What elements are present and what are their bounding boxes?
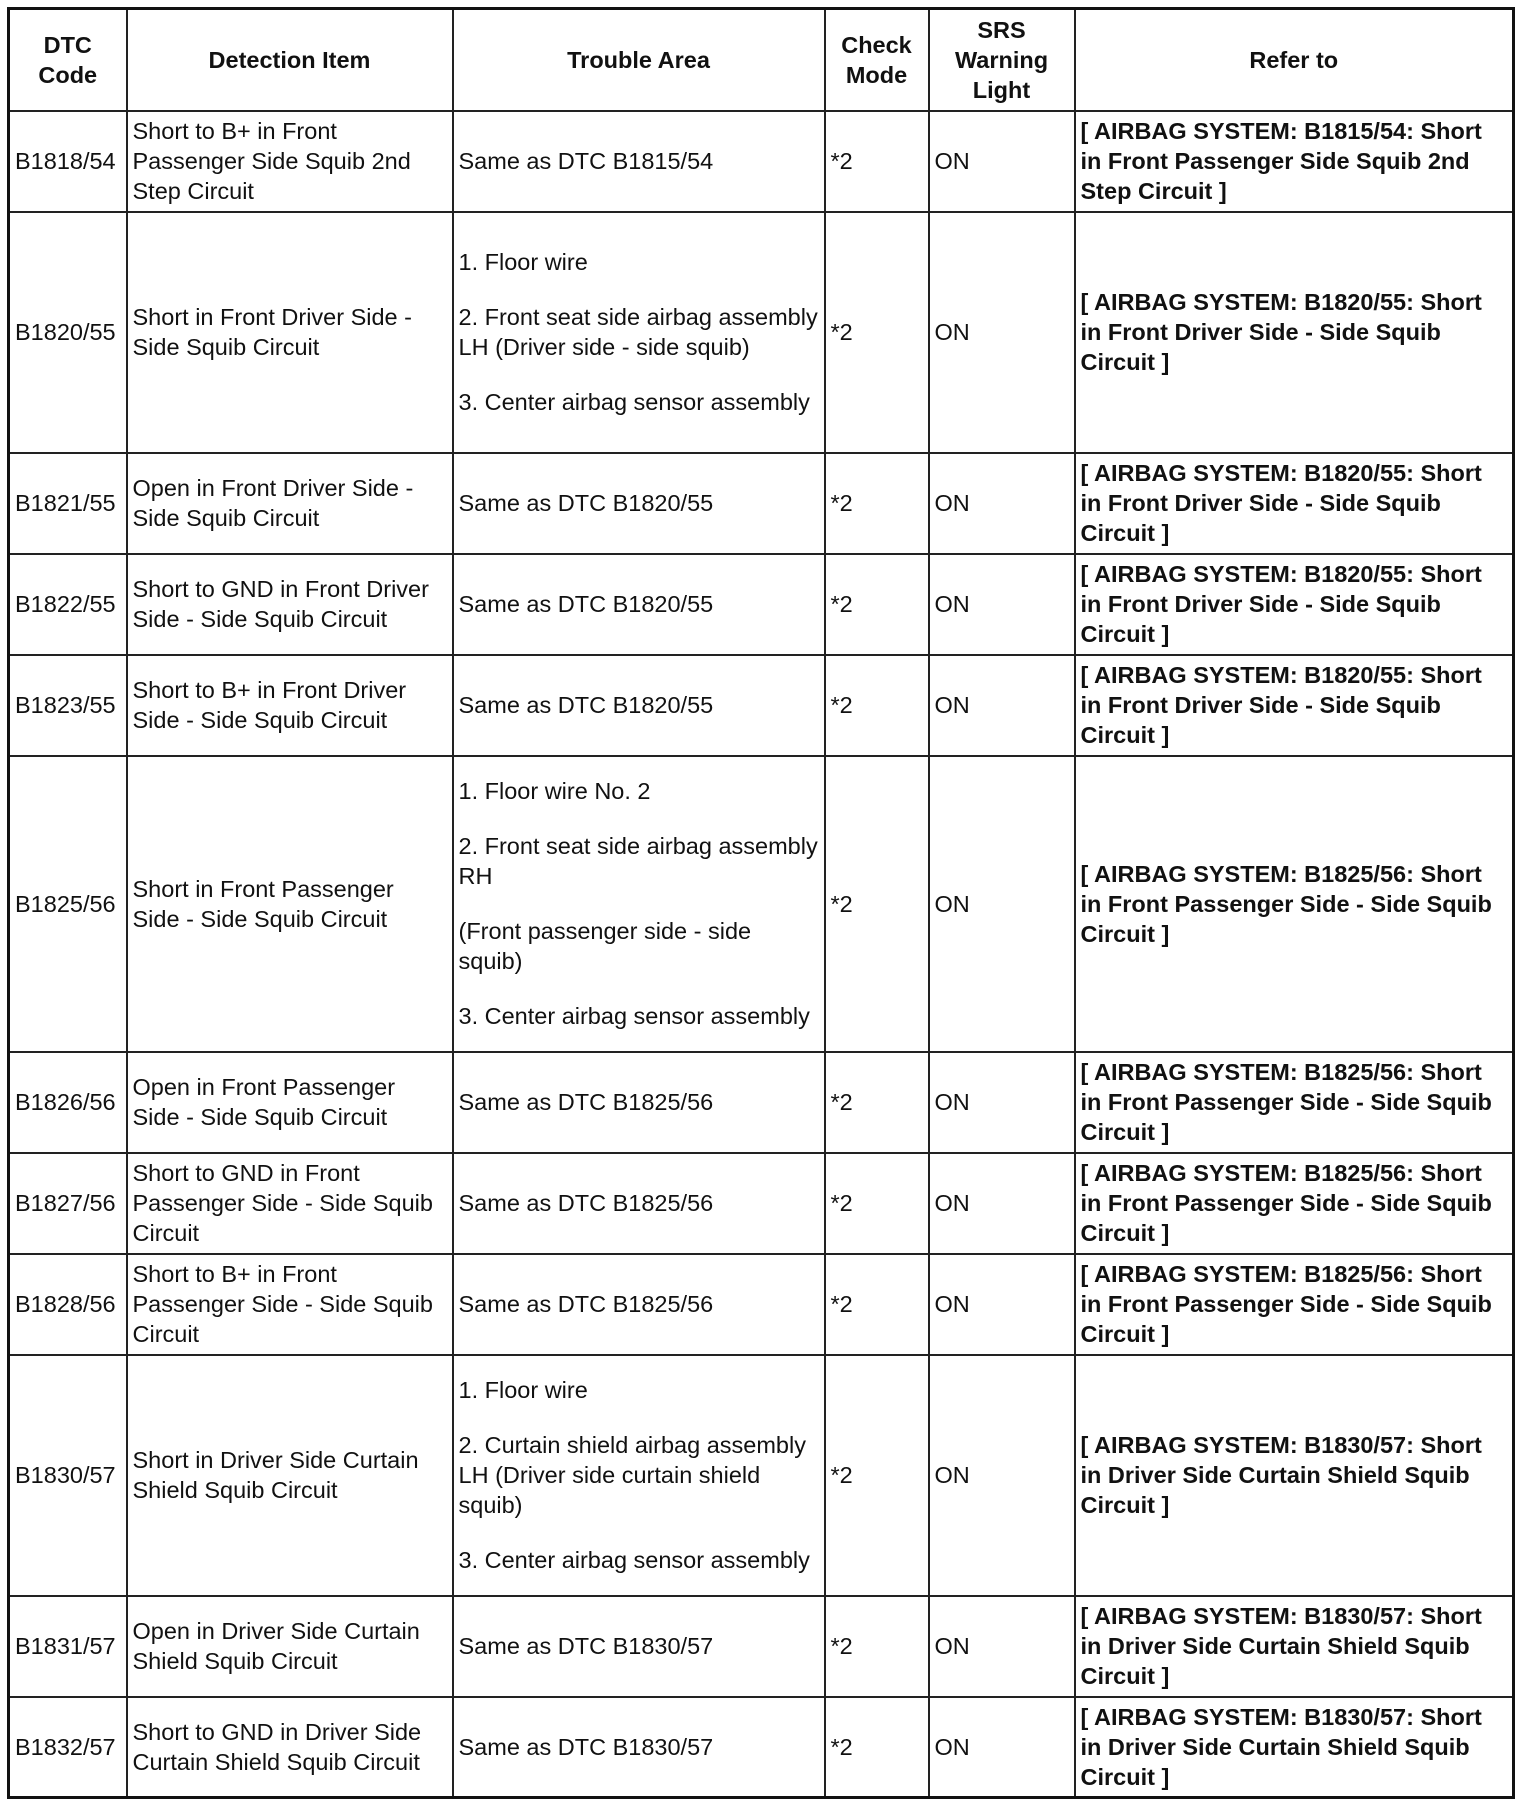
- trouble-area-cell: [453, 1153, 825, 1254]
- check-mode-cell: *2: [825, 111, 929, 212]
- dtc-table: [7, 7, 1515, 1799]
- detection-item-cell: Short in Front Passenger Side - Side Squib Circuit: [127, 756, 453, 1052]
- trouble-area-line: 1. Floor wire: [458, 249, 588, 275]
- detection-item-cell: Short to B+ in Front Passenger Side - Side Squib Circuit: [127, 1254, 453, 1355]
- dtc-code-cell: B1828/56: [9, 1254, 127, 1355]
- trouble-area-line: (Front passenger side - side squib): [458, 918, 752, 974]
- trouble-area-line: 2. Curtain shield airbag assembly LH (Driver side curtain shield squib): [458, 1432, 806, 1518]
- trouble-area-cell: [453, 655, 825, 756]
- dtc-code-cell: B1820/55: [9, 212, 127, 453]
- refer-to-link[interactable]: [ AIRBAG SYSTEM: B1825/56: Short in Front Passenger Side - Side Squib Circuit ]: [1075, 1254, 1514, 1355]
- header-refer-to: Refer to: [1075, 9, 1514, 111]
- trouble-area-line: Same as DTC B1820/55: [458, 490, 714, 516]
- table-row: [9, 1697, 1514, 1798]
- trouble-area-line: 1. Floor wire: [458, 1377, 588, 1403]
- refer-to-link[interactable]: [ AIRBAG SYSTEM: B1815/54: Short in Front Passenger Side Squib 2nd Step Circuit ]: [1075, 111, 1514, 212]
- dtc-code-cell: B1826/56: [9, 1052, 127, 1153]
- refer-to-link[interactable]: [ AIRBAG SYSTEM: B1820/55: Short in Front Driver Side - Side Squib Circuit ]: [1075, 453, 1514, 554]
- dtc-code-cell: B1825/56: [9, 756, 127, 1052]
- trouble-area-cell: [453, 1596, 825, 1697]
- detection-item-cell: Short to GND in Front Passenger Side - Side Squib Circuit: [127, 1153, 453, 1254]
- srs-light-cell: ON: [929, 111, 1075, 212]
- check-mode-cell: *2: [825, 212, 929, 453]
- srs-light-cell: ON: [929, 212, 1075, 453]
- detection-item-cell: Short to GND in Front Driver Side - Side Squib Circuit: [127, 554, 453, 655]
- trouble-area-line: 2. Front seat side airbag assembly RH: [458, 833, 818, 889]
- detection-item-cell: Open in Front Passenger Side - Side Squib Circuit: [127, 1052, 453, 1153]
- refer-to-link[interactable]: [ AIRBAG SYSTEM: B1820/55: Short in Front Driver Side - Side Squib Circuit ]: [1075, 655, 1514, 756]
- dtc-code-cell: B1822/55: [9, 554, 127, 655]
- detection-item-cell: Short to GND in Driver Side Curtain Shield Squib Circuit: [127, 1697, 453, 1798]
- trouble-area-line: Same as DTC B1825/56: [458, 1291, 714, 1317]
- refer-to-link[interactable]: [ AIRBAG SYSTEM: B1825/56: Short in Front Passenger Side - Side Squib Circuit ]: [1075, 1052, 1514, 1153]
- refer-to-link[interactable]: [ AIRBAG SYSTEM: B1825/56: Short in Front Passenger Side - Side Squib Circuit ]: [1075, 756, 1514, 1052]
- trouble-area-cell: [453, 1697, 825, 1798]
- refer-to-link[interactable]: [ AIRBAG SYSTEM: B1830/57: Short in Driver Side Curtain Shield Squib Circuit ]: [1075, 1355, 1514, 1596]
- srs-light-cell: ON: [929, 1254, 1075, 1355]
- srs-light-cell: ON: [929, 655, 1075, 756]
- trouble-area-cell: [453, 554, 825, 655]
- trouble-area-line: Same as DTC B1820/55: [458, 591, 714, 617]
- detection-item-cell: Short in Front Driver Side - Side Squib Circuit: [127, 212, 453, 453]
- table-row: [9, 756, 1514, 1052]
- trouble-area-line: 3. Center airbag sensor assembly: [458, 389, 810, 415]
- trouble-area-line: 3. Center airbag sensor assembly: [458, 1003, 810, 1029]
- trouble-area-line: 2. Front seat side airbag assembly LH (Driver side - side squib): [458, 304, 818, 360]
- trouble-area-line: Same as DTC B1830/57: [458, 1733, 714, 1760]
- check-mode-cell: *2: [825, 1355, 929, 1596]
- trouble-area-cell: [453, 1355, 825, 1596]
- trouble-area-line: Same as DTC B1815/54: [458, 148, 714, 174]
- check-mode-cell: *2: [825, 1254, 929, 1355]
- table-row: [9, 453, 1514, 554]
- header-trouble-area: Trouble Area: [453, 9, 825, 111]
- refer-to-link[interactable]: [ AIRBAG SYSTEM: B1830/57: Short in Driver Side Curtain Shield Squib Circuit ]: [1075, 1596, 1514, 1697]
- check-mode-cell: *2: [825, 554, 929, 655]
- table-row: [9, 655, 1514, 756]
- table-row: [9, 1355, 1514, 1596]
- table-row: [9, 1153, 1514, 1254]
- check-mode-cell: *2: [825, 1697, 929, 1798]
- header-detection-item: Detection Item: [127, 9, 453, 111]
- detection-item-cell: Short in Driver Side Curtain Shield Squib Circuit: [127, 1355, 453, 1596]
- table-row: [9, 212, 1514, 453]
- trouble-area-line: 1. Floor wire No. 2: [458, 778, 651, 804]
- trouble-area-cell: [453, 1052, 825, 1153]
- table-row: [9, 1052, 1514, 1153]
- check-mode-cell: *2: [825, 756, 929, 1052]
- detection-item-cell: Short to B+ in Front Passenger Side Squib 2nd Step Circuit: [127, 111, 453, 212]
- dtc-code-cell: B1818/54: [9, 111, 127, 212]
- dtc-code-cell: B1823/55: [9, 655, 127, 756]
- srs-light-cell: ON: [929, 554, 1075, 655]
- header-srs-warning-light: SRS Warning Light: [929, 9, 1075, 111]
- srs-light-cell: ON: [929, 1697, 1075, 1798]
- detection-item-cell: Open in Driver Side Curtain Shield Squib Circuit: [127, 1596, 453, 1697]
- srs-light-cell: ON: [929, 1596, 1075, 1697]
- refer-to-link[interactable]: [ AIRBAG SYSTEM: B1820/55: Short in Front Driver Side - Side Squib Circuit ]: [1075, 554, 1514, 655]
- trouble-area-line: 3. Center airbag sensor assembly: [458, 1547, 810, 1573]
- table-row: [9, 1596, 1514, 1697]
- dtc-code-cell: B1821/55: [9, 453, 127, 554]
- trouble-area-cell: [453, 1254, 825, 1355]
- trouble-area-line: Same as DTC B1820/55: [458, 692, 714, 718]
- detection-item-cell: Open in Front Driver Side - Side Squib Circuit: [127, 453, 453, 554]
- detection-item-cell: Short to B+ in Front Driver Side - Side Squib Circuit: [127, 655, 453, 756]
- header-dtc-code: DTC Code: [9, 9, 127, 111]
- trouble-area-line: Same as DTC B1825/56: [458, 1190, 714, 1216]
- srs-light-cell: ON: [929, 1052, 1075, 1153]
- dtc-code-cell: B1831/57: [9, 1596, 127, 1697]
- check-mode-cell: *2: [825, 1596, 929, 1697]
- srs-light-cell: ON: [929, 453, 1075, 554]
- check-mode-cell: *2: [825, 1153, 929, 1254]
- trouble-area-cell: [453, 453, 825, 554]
- table-row: [9, 111, 1514, 212]
- header-check-mode: Check Mode: [825, 9, 929, 111]
- trouble-area-cell: [453, 111, 825, 212]
- refer-to-link[interactable]: [ AIRBAG SYSTEM: B1825/56: Short in Front Passenger Side - Side Squib Circuit ]: [1075, 1153, 1514, 1254]
- check-mode-cell: *2: [825, 453, 929, 554]
- dtc-code-cell: B1830/57: [9, 1355, 127, 1596]
- trouble-area-cell: [453, 212, 825, 453]
- check-mode-cell: *2: [825, 655, 929, 756]
- header-row: [9, 9, 1514, 111]
- dtc-code-cell: B1827/56: [9, 1153, 127, 1254]
- refer-to-link[interactable]: [ AIRBAG SYSTEM: B1830/57: Short in Driver Side Curtain Shield Squib Circuit ]: [1075, 1697, 1514, 1798]
- check-mode-cell: *2: [825, 1052, 929, 1153]
- refer-to-link[interactable]: [ AIRBAG SYSTEM: B1820/55: Short in Front Driver Side - Side Squib Circuit ]: [1075, 212, 1514, 453]
- srs-light-cell: ON: [929, 756, 1075, 1052]
- trouble-area-line: Same as DTC B1825/56: [458, 1089, 714, 1115]
- trouble-area-line: Same as DTC B1830/57: [458, 1633, 714, 1659]
- dtc-code-cell: B1832/57: [9, 1697, 127, 1798]
- srs-light-cell: ON: [929, 1355, 1075, 1596]
- srs-light-cell: ON: [929, 1153, 1075, 1254]
- table-row: [9, 1254, 1514, 1355]
- trouble-area-cell: [453, 756, 825, 1052]
- table-row: [9, 554, 1514, 655]
